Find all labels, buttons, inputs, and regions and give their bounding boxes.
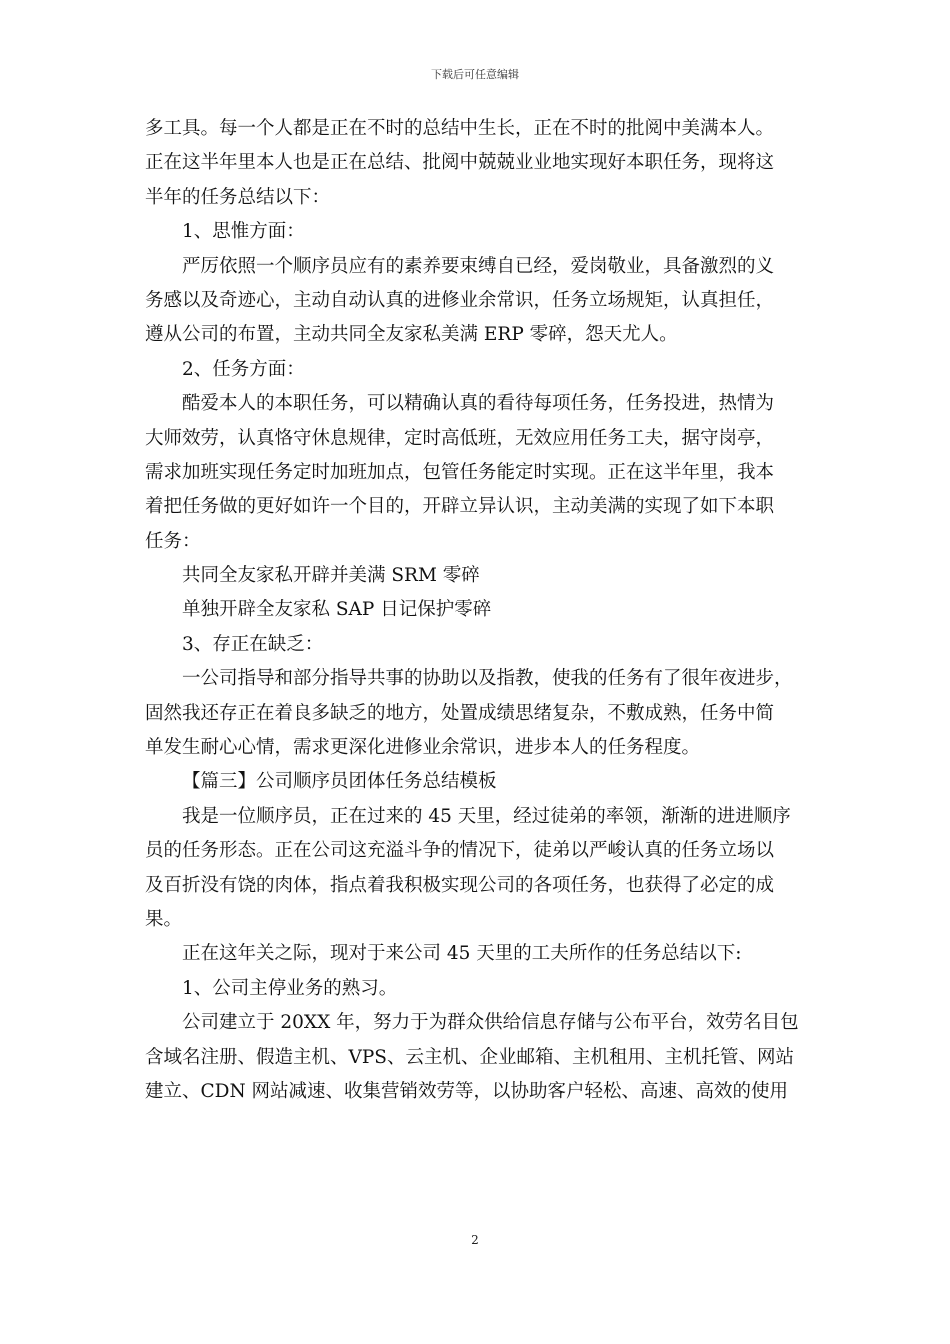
text-line: 【篇三】公司顺序员团体任务总结模板 bbox=[182, 771, 497, 793]
text-line: 固然我还存正在着良多缺乏的地方，处置成绩思绪复杂，不敷成熟，任务中简 bbox=[145, 702, 775, 724]
text-line: 2、任务方面： bbox=[182, 358, 305, 380]
text-line: 及百折没有饶的肉体，指点着我积极实现公司的各项任务，也获得了必定的成 bbox=[145, 874, 775, 896]
text-line: 含域名注册、假造主机、VPS、云主机、企业邮箱、主机租用、主机托管、网站 bbox=[145, 1046, 794, 1068]
text-line: 任务： bbox=[145, 530, 201, 552]
page-header: 下载后可任意编辑 bbox=[431, 68, 519, 81]
text-line: 果。 bbox=[145, 908, 183, 930]
text-line: 建立、CDN 网站减速、收集营销效劳等，以协助客户轻松、高速、高效的使用 bbox=[145, 1080, 789, 1102]
text-line: 多工具。每一个人都是正在不时的总结中生长，正在不时的批阅中美满本人。 bbox=[145, 118, 775, 139]
text-line: 3、存正在缺乏： bbox=[182, 633, 324, 655]
text-line: 正在这半年里本人也是正在总结、批阅中兢兢业业地实现好本职任务，现将这 bbox=[145, 152, 775, 174]
text-line: 员的任务形态。正在公司这充溢斗争的情况下，徒弟以严峻认真的任务立场以 bbox=[145, 840, 775, 862]
text-line: 1、公司主停业务的熟习。 bbox=[182, 977, 398, 999]
text-line: 大师效劳，认真恪守休息规律，定时高低班，无效应用任务工夫，据守岗亭， bbox=[145, 427, 775, 449]
text-line: 正在这年关之际，现对于来公司 45 天里的工夫所作的任务总结以下: bbox=[182, 943, 742, 965]
text-line: 着把任务做的更好如许一个目的，开辟立异认识，主动美满的实现了如下本职 bbox=[145, 496, 775, 518]
text-line: 单发生耐心心情，需求更深化进修业余常识，进步本人的任务程度。 bbox=[145, 737, 701, 759]
text-line: 公司建立于 20XX 年，努力于为群众供给信息存储与公布平台，效劳名目包 bbox=[182, 1012, 799, 1034]
text-line: 务感以及奇迹心，主动自动认真的进修业余常识，任务立场规矩，认真担任， bbox=[145, 289, 775, 311]
text-line: 半年的任务总结以下： bbox=[145, 186, 331, 208]
text-line: 遵从公司的布置，主动共同全友家私美满 ERP 零碎，怨天尤人。 bbox=[145, 324, 678, 346]
text-line: 1、思惟方面： bbox=[182, 221, 305, 243]
text-line: 酷爱本人的本职任务，可以精确认真的看待每项任务，任务投进，热情为 bbox=[182, 393, 775, 415]
text-line: 单独开辟全友家私 SAP 日记保护零碎 bbox=[182, 599, 492, 621]
text-line: 我是一位顺序员，正在过来的 45 天里，经过徒弟的率领，渐渐的进进顺序 bbox=[182, 805, 791, 827]
text-line: 一公司指导和部分指导共事的协助以及指教，使我的任务有了很年夜进步， bbox=[182, 668, 793, 690]
document-body bbox=[145, 112, 810, 1109]
text-line: 共同全友家私开辟并美满 SRM 零碎 bbox=[182, 565, 480, 587]
page-number: 2 bbox=[471, 1233, 479, 1247]
text-line: 需求加班实现任务定时加班加点，包管任务能定时实现。正在这半年里，我本 bbox=[145, 461, 775, 483]
text-line: 严厉依照一个顺序员应有的素养要束缚自已经，爱岗敬业，具备激烈的义 bbox=[182, 255, 775, 277]
